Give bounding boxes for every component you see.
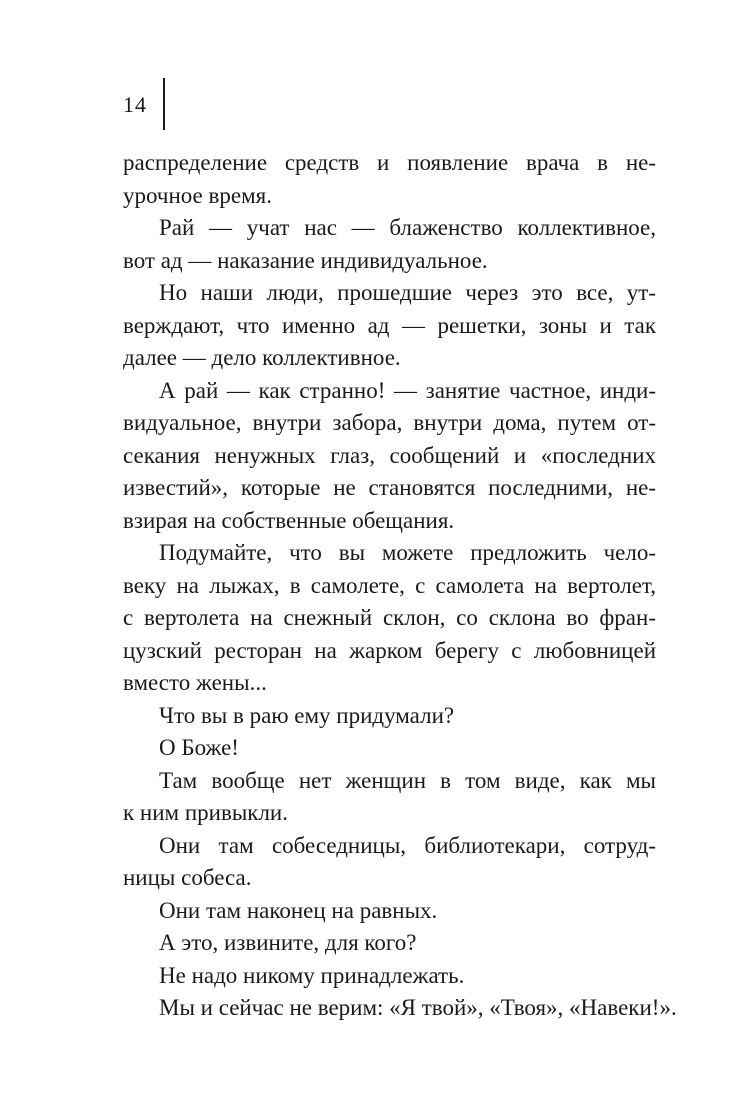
- text-line: к ним привыкли.: [123, 800, 288, 825]
- text-line: Мы и сейчас не верим: «Я твой», «Твоя», «Навеки!».: [159, 995, 677, 1020]
- text-line: ницы собеса.: [123, 865, 252, 890]
- body-text: [123, 147, 677, 1025]
- page-number: 14: [123, 92, 147, 117]
- text-line: Но наши люди, прошедшие через это все, ут-: [159, 280, 656, 305]
- text-line: Там вообще нет женщин в том виде, как мы: [159, 767, 656, 793]
- text-line: вот ад — наказание индивидуальное.: [123, 247, 488, 273]
- text-line: урочное время.: [123, 182, 272, 208]
- text-line: далее — дело коллективное.: [123, 345, 401, 370]
- text-line: Что вы в раю ему придумали?: [159, 702, 455, 728]
- text-line: Рай — учат нас — блаженство коллективное,: [159, 215, 656, 240]
- text-line: верждают, что именно ад — решетки, зоны и так: [123, 312, 656, 338]
- header-divider: [163, 78, 165, 130]
- text-line: с вертолета на снежный склон, со склона во фран-: [123, 605, 656, 630]
- text-line: Не надо никому принадлежать.: [159, 962, 465, 988]
- text-line: Они там наконец на равных.: [159, 897, 438, 923]
- text-line: О Боже!: [159, 735, 239, 760]
- text-line: веку на лыжах, в самолете, с самолета на вертолет,: [123, 572, 656, 598]
- text-line: Они там собеседницы, библиотекари, сотруд-: [159, 832, 656, 858]
- text-line: цузский ресторан на жарком берегу с любовницей: [123, 637, 656, 663]
- text-line: А это, извините, для кого?: [159, 930, 417, 955]
- text-line: секания ненужных глаз, сообщений и «последних: [123, 442, 656, 468]
- text-line: взирая на собственные обещания.: [123, 507, 455, 533]
- text-line: вместо жены...: [123, 670, 267, 695]
- text-line: видуальное, внутри забора, внутри дома, путем от-: [123, 410, 656, 435]
- text-line: распределение средств и появление врача в не-: [123, 150, 656, 175]
- text-line: известий», которые не становятся последними, не-: [123, 475, 656, 500]
- text-line: А рай — как странно! — занятие частное, инди-: [159, 377, 656, 403]
- text-line: Подумайте, что вы можете предложить чело-: [159, 540, 656, 565]
